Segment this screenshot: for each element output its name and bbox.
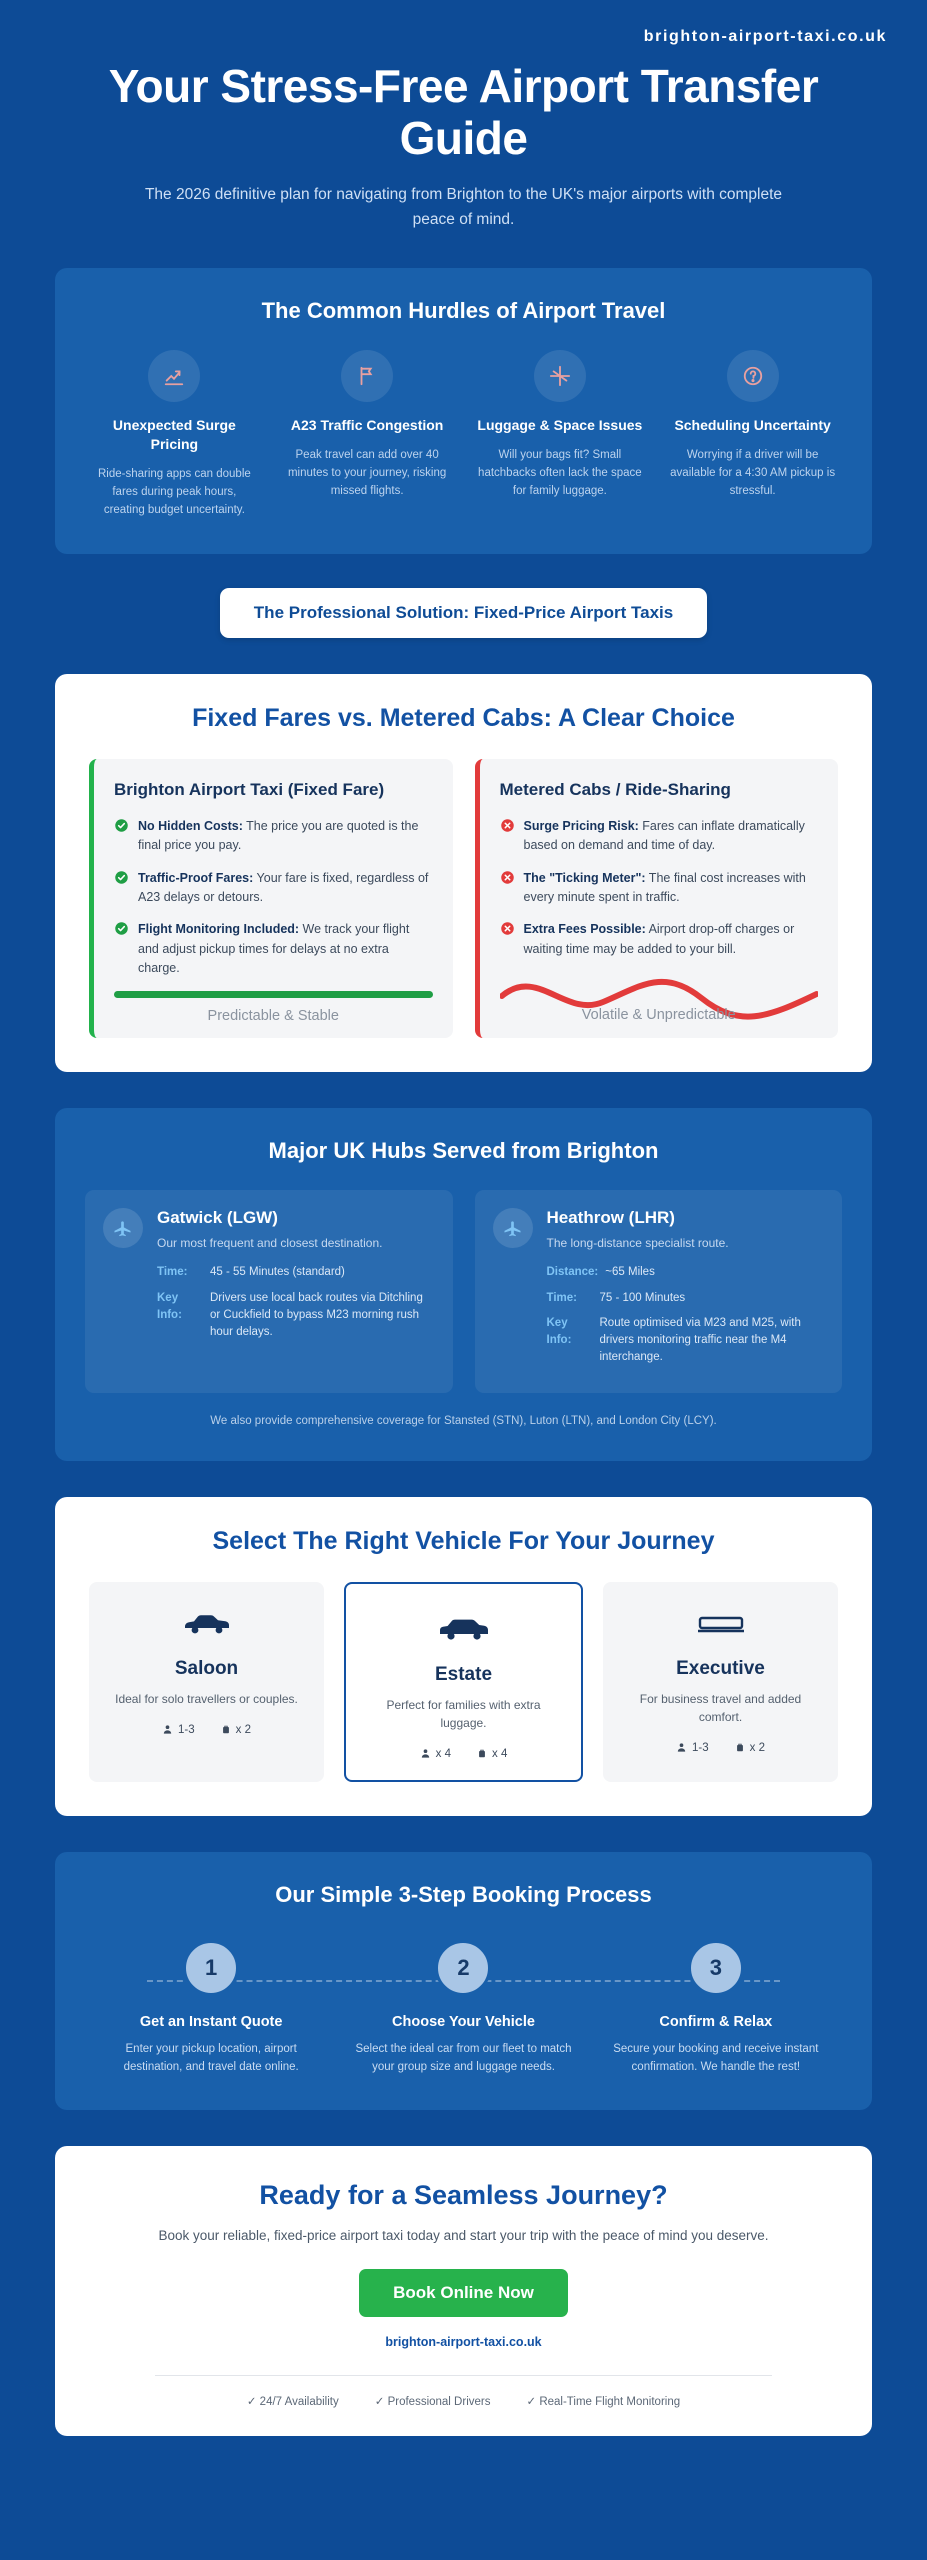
suitcase-icon <box>477 1748 487 1759</box>
list-item <box>500 920 819 959</box>
hub-detail-row <box>157 1290 435 1342</box>
page-subtitle: The 2026 definitive plan for navigating from Brighton to the UK's major airports with complete peace of mind. <box>144 185 783 228</box>
vehicle-stats <box>619 1742 822 1754</box>
benefit-label: Traffic-Proof Fares: <box>138 870 254 885</box>
hub-detail-row <box>547 1315 825 1367</box>
hurdles-card <box>55 268 872 553</box>
comparison-column-fixed-fare <box>89 759 453 1039</box>
list-item <box>114 920 433 978</box>
feature-flight-monitoring: ✓ Real-Time Flight Monitoring <box>526 2396 681 2409</box>
page-title: Your Stress-Free Airport Transfer Guide <box>108 60 819 165</box>
vehicle-stats <box>105 1724 308 1736</box>
feature-availability: ✓ 24/7 Availability <box>246 2396 339 2409</box>
detail-value: Route optimised via M23 and M25, with drivers monitoring traffic near the M4 interchange. <box>599 1316 801 1364</box>
process-steps <box>85 1934 842 2077</box>
step-text: Secure your booking and receive instant confirmation. We handle the rest! <box>613 2042 819 2074</box>
hub-item-gatwick <box>85 1190 453 1392</box>
hurdle-title: Unexpected Surge Pricing <box>112 417 236 453</box>
risk-text: The final cost increases with every minute spent in traffic. <box>523 870 806 904</box>
hurdle-item <box>278 350 457 519</box>
step-number: 1 <box>183 1940 239 1996</box>
vehicle-option-saloon[interactable] <box>89 1582 324 1782</box>
passenger-capacity: 1-3 <box>162 1724 195 1736</box>
process-step <box>590 1940 842 2077</box>
hub-item-heathrow <box>475 1190 843 1392</box>
benefit-text: The price you are quoted is the final price you pay. <box>138 818 419 853</box>
risk-label: Extra Fees Possible: <box>523 922 646 937</box>
hub-detail-row <box>547 1290 825 1307</box>
cta-card <box>55 2146 872 2436</box>
cta-url[interactable]: brighton-airport-taxi.co.uk <box>385 2335 542 2350</box>
detail-key: Time: <box>157 1266 188 1279</box>
detail-key: Key Info: <box>157 1291 182 1321</box>
hurdle-text: Peak travel can add over 40 minutes to your journey, risking missed flights. <box>287 449 447 497</box>
comparison-column-metered <box>475 759 839 1039</box>
hub-detail-row <box>157 1264 435 1281</box>
person-icon <box>676 1742 687 1753</box>
vehicle-desc: Perfect for families with extra luggage. <box>386 1697 541 1730</box>
vehicle-option-estate[interactable] <box>344 1582 583 1782</box>
luggage-capacity: x 2 <box>221 1724 251 1736</box>
list-item <box>114 817 433 856</box>
comparison-card <box>55 674 872 1073</box>
detail-key: Distance: <box>546 1266 599 1279</box>
x-circle-icon <box>500 870 515 891</box>
x-circle-icon <box>500 818 515 839</box>
feature-drivers: ✓ Professional Drivers <box>374 2396 491 2409</box>
risk-text: Airport drop-off charges or waiting time may be added to your bill. <box>523 922 795 956</box>
risk-text: Fares can inflate dramatically based on demand and time of day. <box>523 818 805 853</box>
site-url: brighton-airport-taxi.co.uk <box>643 28 887 45</box>
hurdle-text: Worrying if a driver will be available for a 4:30 AM pickup is stressful. <box>670 449 836 497</box>
risk-label: The "Ticking Meter": <box>523 870 646 885</box>
detail-value: 45 - 55 Minutes (standard) <box>210 1266 345 1279</box>
person-icon <box>420 1748 431 1759</box>
surge-pricing-icon <box>148 350 200 402</box>
saloon-car-icon <box>105 1604 308 1644</box>
hurdle-item <box>663 350 842 519</box>
luggage-capacity: x 2 <box>735 1742 765 1754</box>
hub-subtitle: The long-distance specialist route. <box>546 1236 729 1251</box>
hubs-card <box>55 1108 872 1460</box>
passenger-capacity: x 4 <box>420 1748 451 1760</box>
process-card <box>55 1852 872 2111</box>
step-text: Enter your pickup location, airport destination, and travel date online. <box>123 2042 299 2074</box>
plane-icon <box>493 1208 533 1248</box>
hurdles-title: The Common Hurdles of Airport Travel <box>261 298 666 324</box>
hubs-title: Major UK Hubs Served from Brighton <box>268 1138 659 1164</box>
solution-pill-wrap <box>0 588 927 638</box>
vehicle-name: Estate <box>434 1663 493 1685</box>
solution-pill[interactable]: The Professional Solution: Fixed-Price Airport Taxis <box>220 588 707 638</box>
risk-label: Surge Pricing Risk: <box>523 818 639 833</box>
benefit-label: No Hidden Costs: <box>138 818 243 833</box>
benefit-list <box>114 817 433 979</box>
book-online-button[interactable]: Book Online Now <box>359 2269 568 2317</box>
stable-fare-bar <box>114 991 433 998</box>
vehicle-name: Saloon <box>174 1657 239 1679</box>
check-circle-icon <box>114 818 129 839</box>
suitcase-icon <box>221 1724 231 1735</box>
step-title: Get an Instant Quote <box>139 2013 283 2030</box>
plane-icon <box>103 1208 143 1248</box>
process-title: Our Simple 3-Step Booking Process <box>275 1881 652 1907</box>
cta-title: Ready for a Seamless Journey? <box>259 2180 668 2211</box>
comparison-title: Fixed Fares vs. Metered Cabs: A Clear Choice <box>192 703 735 732</box>
traffic-congestion-icon <box>341 350 393 402</box>
hurdle-text: Will your bags fit? Small hatchbacks often lack the space for family luggage. <box>478 449 642 497</box>
hurdle-text: Ride-sharing apps can double fares during peak hours, creating budget uncertainty. <box>97 468 251 516</box>
hero-section <box>0 46 927 232</box>
executive-car-icon <box>619 1604 822 1644</box>
detail-key: Key Info: <box>546 1316 572 1347</box>
step-number: 3 <box>688 1940 744 1996</box>
estate-car-icon <box>362 1610 565 1650</box>
list-item <box>500 869 819 908</box>
hurdle-title: Scheduling Uncertainty <box>674 417 831 434</box>
divider <box>155 2375 772 2376</box>
person-icon <box>162 1724 173 1735</box>
list-item <box>114 869 433 908</box>
step-text: Select the ideal car from our fleet to match your group size and luggage needs. <box>355 2042 572 2074</box>
x-circle-icon <box>500 921 515 942</box>
luggage-capacity: x 4 <box>477 1748 507 1760</box>
column-heading: Brighton Airport Taxi (Fixed Fare) <box>114 779 385 799</box>
column-heading: Metered Cabs / Ride-Sharing <box>499 779 731 799</box>
risk-list <box>500 817 819 959</box>
cta-features <box>115 2394 812 2408</box>
hub-detail-row <box>547 1264 825 1281</box>
detail-value: 75 - 100 Minutes <box>599 1291 686 1304</box>
vehicle-stats <box>362 1748 565 1760</box>
detail-value: Drivers use local back routes via Ditchling or Cuckfield to bypass M23 morning rush hour delays. <box>210 1291 423 1339</box>
check-circle-icon <box>114 921 129 942</box>
hurdles-list <box>85 350 842 519</box>
hurdle-item <box>85 350 264 519</box>
vehicle-desc: Ideal for solo travellers or couples. <box>115 1691 298 1706</box>
benefit-text: We track your flight and adjust pickup times for delays at no extra charge. <box>138 922 410 976</box>
comparison-columns <box>89 759 838 1039</box>
detail-value: ~65 Miles <box>605 1266 655 1279</box>
scheduling-uncertainty-icon <box>727 350 779 402</box>
step-number: 2 <box>435 1940 491 1996</box>
vehicles-list <box>89 1582 838 1782</box>
detail-key: Time: <box>546 1291 577 1304</box>
hurdle-title: A23 Traffic Congestion <box>290 417 444 434</box>
process-step <box>337 1940 589 2077</box>
hubs-note: We also provide comprehensive coverage for Stansted (STN), Luton (LTN), and London City (LCY). <box>210 1414 717 1427</box>
suitcase-icon <box>735 1742 745 1753</box>
step-title: Confirm & Relax <box>659 2013 773 2030</box>
list-item <box>500 817 819 856</box>
hub-name: Heathrow (LHR) <box>546 1208 675 1228</box>
hub-name: Gatwick (LGW) <box>157 1208 278 1228</box>
vehicles-title: Select The Right Vehicle For Your Journey <box>212 1526 715 1555</box>
check-circle-icon <box>114 870 129 891</box>
passenger-capacity: 1-3 <box>676 1742 709 1754</box>
luggage-space-icon <box>534 350 586 402</box>
vehicle-option-executive[interactable] <box>603 1582 838 1782</box>
vehicle-name: Executive <box>676 1657 765 1679</box>
column-footer: Predictable & Stable <box>207 1008 339 1025</box>
hubs-list <box>85 1190 842 1392</box>
hurdle-title: Luggage & Space Issues <box>477 417 643 434</box>
step-title: Choose Your Vehicle <box>392 2013 535 2030</box>
vehicle-desc: For business travel and added comfort. <box>639 1691 802 1724</box>
benefit-text: Your fare is fixed, regardless of A23 delays or detours. <box>138 870 429 904</box>
hub-subtitle: Our most frequent and closest destination. <box>157 1236 383 1251</box>
vehicles-card <box>55 1497 872 1816</box>
cta-text: Book your reliable, fixed-price airport taxi today and start your trip with the peace of mind you deserve. <box>158 2228 769 2244</box>
process-step <box>85 1940 337 2077</box>
benefit-label: Flight Monitoring Included: <box>138 922 300 937</box>
hurdle-item <box>471 350 650 519</box>
column-footer: Volatile & Unpredictable <box>581 1007 736 1024</box>
